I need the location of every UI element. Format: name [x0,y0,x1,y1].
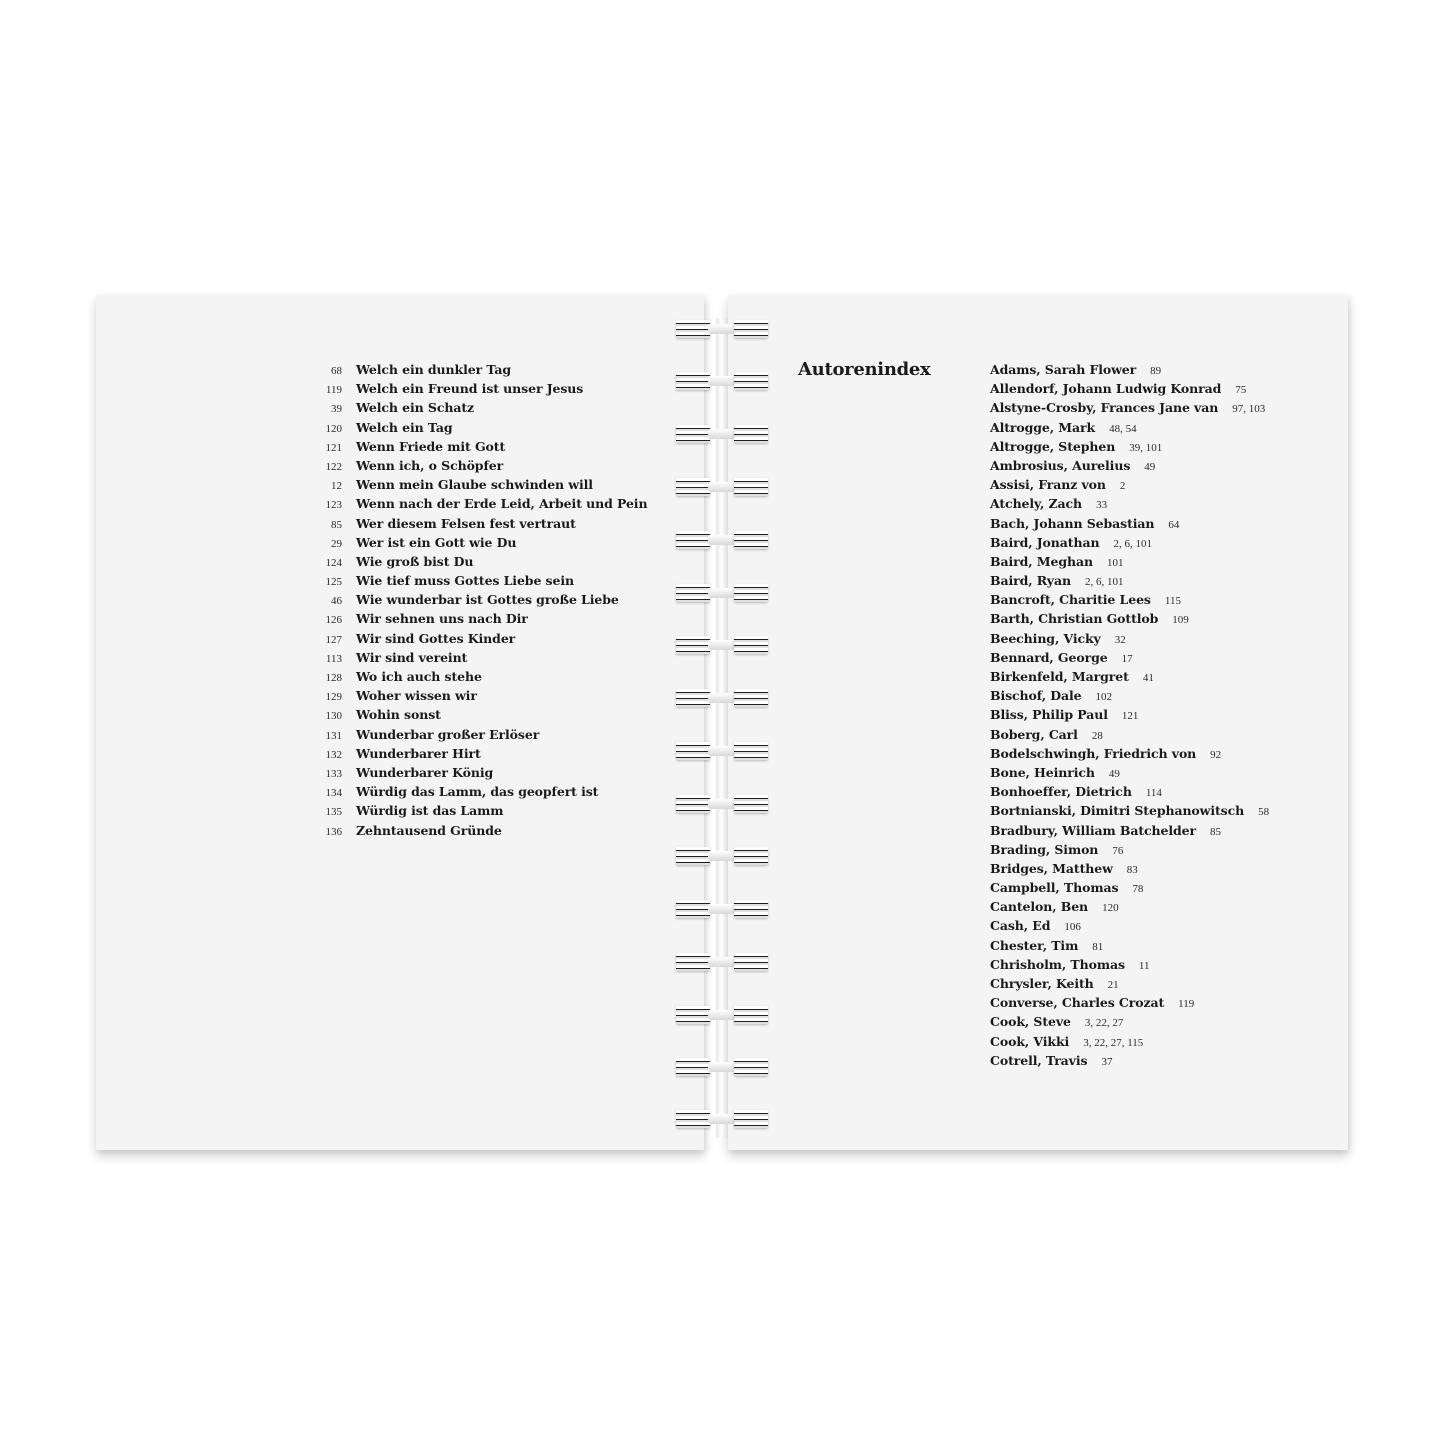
song-title: Zehntausend Gründe [356,822,502,838]
author-pages: 49 [1144,460,1156,473]
author-name: Bischof, Dale [990,688,1082,704]
spiral-binding [672,318,772,1138]
author-name: Bennard, George [990,649,1108,665]
author-name: Birkenfeld, Margret [990,669,1129,684]
list-item [990,746,1269,765]
author-pages: 17 [1121,652,1133,665]
author-name: Chrysler, Keith [990,976,1094,991]
page-title: Autorenindex [798,359,931,380]
author-name: Converse, Charles Crozat [990,995,1165,1011]
spiral-ring [672,423,772,445]
author-name: Chester, Tim [990,937,1079,953]
spiral-ring [672,476,772,498]
list-item [990,362,1269,381]
author-pages: 89 [1150,365,1162,377]
song-number: 119 [325,384,342,397]
author-pages: 32 [1114,633,1126,646]
list-item [306,592,647,611]
list-item [306,516,647,535]
author-pages: 102 [1095,691,1113,704]
list-item [306,611,647,630]
author-name: Cook, Steve [990,1014,1071,1030]
list-item [990,631,1269,650]
song-number: 133 [325,767,342,780]
list-item [306,803,647,822]
list-item [306,496,647,515]
author-name: Bancroft, Charitie Lees [990,592,1151,608]
author-pages: 101 [1106,556,1124,569]
song-number: 129 [325,691,342,704]
list-item [306,631,647,650]
song-number: 29 [331,537,342,550]
spiral-ring [672,318,772,340]
author-pages: 3, 22, 27, 115 [1083,1036,1144,1049]
author-index-list [990,362,1269,1072]
list-item [306,707,647,726]
author-pages: 120 [1102,902,1119,915]
author-pages: 2, 6, 101 [1113,537,1152,550]
list-item [306,650,647,669]
author-pages: 121 [1121,710,1139,723]
song-number: 68 [331,365,342,377]
list-item [990,477,1269,496]
author-pages: 114 [1145,787,1162,800]
song-number: 39 [331,403,342,416]
list-item [990,381,1269,400]
list-item [990,611,1269,630]
list-item [990,707,1269,726]
author-pages: 28 [1091,729,1103,742]
author-pages: 81 [1092,940,1104,953]
author-name: Ambrosius, Aurelius [990,457,1131,473]
author-name: Bone, Heinrich [990,764,1095,780]
list-item [990,976,1269,995]
spiral-ring [672,1056,772,1078]
author-pages: 39, 101 [1129,441,1163,454]
song-title: Wie wunderbar ist Gottes große Liebe [356,592,619,608]
spiral-ring [672,687,772,709]
author-pages: 3, 22, 27 [1084,1017,1124,1030]
list-item [306,458,647,477]
song-title: Wie tief muss Gottes Liebe sein [356,573,574,589]
song-number: 126 [325,614,342,627]
author-name: Bach, Johann Sebastian [990,515,1155,531]
list-item [990,784,1269,803]
list-item [990,535,1269,554]
song-number: 12 [331,480,342,493]
author-name: Baird, Meghan [990,553,1093,569]
author-name: Assisi, Franz von [990,477,1106,493]
song-title: Wir sind vereint [356,649,468,665]
song-title: Woher wissen wir [356,688,477,704]
song-title: Wie groß bist Du [356,553,474,569]
song-title: Wunderbar großer Erlöser [356,726,540,742]
left-page [96,295,704,1150]
list-item [306,400,647,419]
list-item [990,861,1269,880]
author-name: Cantelon, Ben [990,899,1089,915]
song-title: Wo ich auch stehe [356,669,482,684]
spiral-ring [672,1004,772,1026]
right-page [728,295,1348,1150]
list-item [990,899,1269,918]
song-title: Wenn nach der Erde Leid, Arbeit und Pein [356,496,648,512]
list-item [990,918,1269,937]
spiral-ring [672,740,772,762]
list-item [306,823,647,842]
author-pages: 119 [1178,998,1195,1011]
author-name: Chrisholm, Thomas [990,956,1125,972]
list-item [990,669,1269,688]
song-number: 113 [325,652,342,665]
spiral-ring [672,951,772,973]
song-title: Wenn Friede mit Gott [356,438,506,454]
author-name: Bodelschwingh, Friedrich von [990,745,1197,761]
song-number: 132 [325,748,342,761]
song-number: 128 [325,672,342,684]
list-item [990,938,1269,957]
list-item [306,420,647,439]
list-item [306,439,647,458]
author-pages: 109 [1172,614,1189,627]
song-number: 122 [325,460,342,473]
song-title: Wohin sonst [356,707,441,723]
song-number: 130 [325,710,342,723]
song-title: Würdig das Lamm, das geopfert ist [356,784,599,800]
author-pages: 21 [1107,979,1119,991]
list-item [990,765,1269,784]
list-item [306,381,647,400]
author-pages: 33 [1096,499,1108,512]
list-item [306,477,647,496]
author-name: Bonhoeffer, Dietrich [990,784,1132,800]
author-pages: 92 [1210,748,1222,761]
list-item [306,535,647,554]
author-pages: 85 [1209,825,1221,838]
spiral-ring [672,898,772,920]
spiral-ring [672,1108,772,1130]
spiral-ring [672,529,772,551]
list-item [990,842,1269,861]
author-name: Baird, Jonathan [990,534,1100,550]
author-pages: 83 [1126,863,1138,876]
author-name: Atchely, Zach [990,496,1083,512]
author-pages: 64 [1168,518,1180,531]
list-item [306,765,647,784]
song-title: Welch ein Freund ist unser Jesus [356,381,584,397]
list-item [990,516,1269,535]
list-item [990,880,1269,899]
song-number: 46 [331,595,342,608]
list-item [306,688,647,707]
song-number: 125 [325,576,342,589]
song-number: 127 [325,633,342,646]
author-pages: 76 [1112,844,1124,857]
song-number: 135 [325,806,342,819]
list-item [990,823,1269,842]
author-pages: 106 [1064,921,1081,934]
list-item [990,1014,1269,1033]
song-number: 136 [325,825,342,838]
list-item [990,400,1269,419]
list-item [990,1034,1269,1053]
spiral-ring [672,370,772,392]
song-title: Welch ein Tag [356,419,453,435]
list-item [306,573,647,592]
author-pages: 78 [1132,883,1144,896]
list-item [990,592,1269,611]
song-number: 123 [325,499,342,512]
spiral-ring [672,845,772,867]
spiral-ring [672,793,772,815]
song-title: Wir sehnen uns nach Dir [356,611,528,627]
author-name: Cotrell, Travis [990,1052,1088,1068]
song-title: Wir sind Gottes Kinder [356,630,516,646]
list-item [306,362,647,381]
song-title: Wunderbarer Hirt [356,745,481,761]
list-item [990,995,1269,1014]
song-title: Welch ein Schatz [356,400,475,416]
author-name: Barth, Christian Gottlob [990,611,1159,627]
song-title: Wer ist ein Gott wie Du [356,534,517,550]
song-number: 124 [325,556,342,569]
list-item [306,727,647,746]
author-name: Cook, Vikki [990,1033,1070,1049]
author-pages: 75 [1235,384,1247,397]
song-number: 134 [325,787,342,800]
author-name: Baird, Ryan [990,573,1071,589]
author-pages: 41 [1142,672,1154,684]
list-item [990,496,1269,515]
list-item [990,554,1269,573]
list-item [306,669,647,688]
author-name: Boberg, Carl [990,726,1078,742]
author-pages: 2, 6, 101 [1084,576,1124,589]
list-item [990,650,1269,669]
author-pages: 97, 103 [1232,403,1266,416]
author-pages: 2 [1119,480,1126,493]
list-item [306,746,647,765]
spiral-ring [672,634,772,656]
author-name: Altrogge, Mark [990,419,1096,435]
song-number: 121 [325,441,342,454]
song-title: Welch ein dunkler Tag [356,362,511,377]
song-number: 120 [325,422,342,435]
list-item [990,458,1269,477]
list-item [306,554,647,573]
list-item [990,727,1269,746]
author-name: Bortnianski, Dimitri Stephanowitsch [990,803,1245,819]
list-item [990,688,1269,707]
song-title: Wunderbarer König [356,764,494,780]
list-item [990,439,1269,458]
author-name: Beeching, Vicky [990,630,1101,646]
song-number: 131 [325,729,342,742]
list-item [306,784,647,803]
author-name: Bridges, Matthew [990,860,1113,876]
list-item [990,420,1269,439]
list-item [990,573,1269,592]
author-name: Bliss, Philip Paul [990,707,1108,723]
list-item [990,803,1269,822]
spiral-ring [672,582,772,604]
author-pages: 48, 54 [1109,422,1137,435]
author-pages: 115 [1164,595,1181,608]
list-item [990,1053,1269,1072]
song-title: Wer diesem Felsen fest vertraut [356,515,576,531]
author-name: Bradbury, William Batchelder [990,822,1196,838]
author-name: Alstyne-Crosby, Frances Jane van [990,400,1219,416]
song-title: Würdig ist das Lamm [356,803,504,819]
author-name: Campbell, Thomas [990,880,1119,896]
author-name: Adams, Sarah Flower [990,362,1137,377]
author-name: Brading, Simon [990,841,1099,857]
author-name: Allendorf, Johann Ludwig Konrad [990,381,1222,397]
author-pages: 58 [1258,806,1270,819]
author-name: Cash, Ed [990,918,1051,934]
author-pages: 37 [1101,1055,1113,1068]
song-title-list [306,362,647,842]
author-name: Altrogge, Stephen [990,438,1116,454]
author-pages: 49 [1108,767,1120,780]
song-title: Wenn mein Glaube schwinden will [356,477,593,493]
song-number: 85 [331,518,342,531]
author-pages: 11 [1138,959,1150,972]
song-title: Wenn ich, o Schöpfer [356,457,504,473]
list-item [990,957,1269,976]
